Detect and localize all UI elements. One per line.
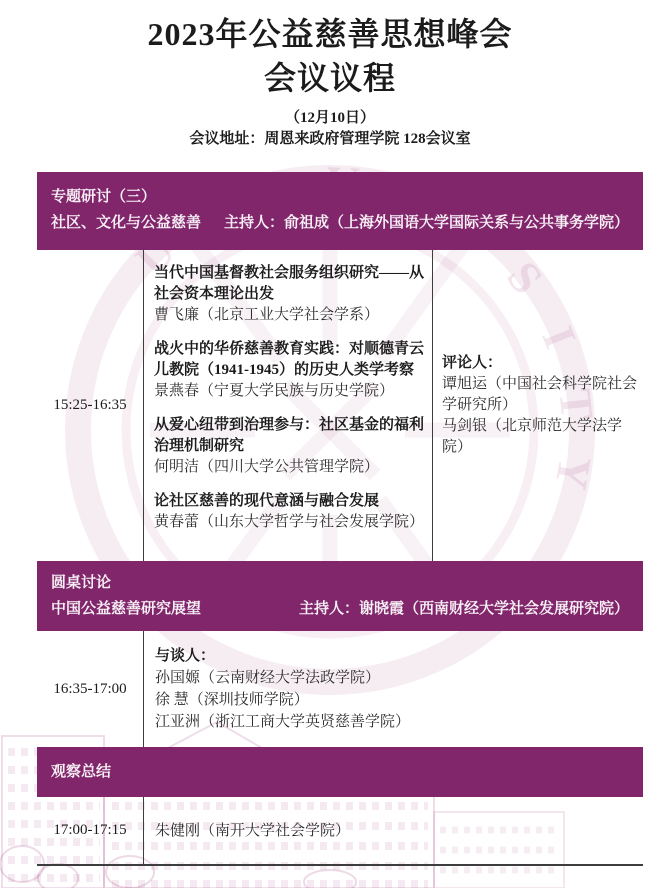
document-header <box>0 0 660 149</box>
session2-banner <box>37 561 643 631</box>
session2-panelists <box>143 631 643 747</box>
panelist-name: 江亚洲（浙江工商大学英贤慈善学院） <box>155 714 411 730</box>
session3-time: 17:00-17:15 <box>53 822 127 838</box>
session2-row <box>37 631 643 747</box>
session2-banner-host: 主持人：谢晓霞（西南财经大学社会发展研究院） <box>298 601 629 617</box>
session2-banner-title: 圆桌讨论 <box>51 575 112 591</box>
commentator-label: 评论人： <box>442 355 503 371</box>
session1-commentators <box>432 250 643 561</box>
session3-row <box>37 797 643 866</box>
talk-item <box>154 491 426 533</box>
agenda-table <box>37 172 643 866</box>
session3-banner <box>37 747 643 797</box>
svg-text:Y: Y <box>545 451 602 494</box>
session3-banner-title: 观察总结 <box>51 764 112 780</box>
title-line-1: 2023年公益慈善思想峰会 <box>147 16 513 52</box>
talk-item <box>154 339 426 402</box>
session1-banner-title: 专题研讨（三） <box>51 189 157 205</box>
panelist-name: 孙国嫄（云南财经大学法政学院） <box>155 670 381 686</box>
session1-time: 15:25-16:35 <box>53 397 127 413</box>
conference-date: （12月10日） <box>284 110 375 126</box>
session1-talks <box>143 250 432 561</box>
session1-row <box>37 250 643 561</box>
svg-text:U: U <box>125 225 185 285</box>
conference-address: 会议地址：周恩来政府管理学院 128会议室 <box>189 131 471 147</box>
session1-banner <box>37 172 643 250</box>
talk-item <box>154 415 426 478</box>
talk-speaker: 曹飞廉（北京工业大学社会学系） <box>154 307 380 323</box>
panelist-name: 徐 慧（深圳技师学院） <box>155 692 309 708</box>
page-title <box>0 12 660 100</box>
talk-speaker: 景燕春（宁夏大学民族与历史学院） <box>154 383 395 399</box>
session3-speaker: 朱健刚（南开大学社会学院） <box>155 822 351 839</box>
session1-banner-subtitle: 社区、文化与公益慈善 <box>51 215 202 231</box>
talk-speaker: 何明洁（四川大学公共管理学院） <box>154 459 380 475</box>
svg-text:S: S <box>497 251 554 304</box>
talk-speaker: 黄春蕾（山东大学哲学与社会发展学院） <box>154 514 425 530</box>
title-line-2: 会议议程 <box>263 60 396 96</box>
talk-title: 战火中的华侨慈善教育实践：对顺德青云儿教院（1941-1945）的历史人类学考察 <box>154 341 425 378</box>
session1-banner-host: 主持人：俞祖成（上海外国语大学国际关系与公共事务学院） <box>223 215 629 231</box>
talk-title: 论社区慈善的现代意涵与融合发展 <box>154 493 380 509</box>
talk-title: 从爱心纽带到治理参与：社区基金的福利治理机制研究 <box>154 417 425 454</box>
panelist-label: 与谈人： <box>155 648 216 664</box>
talk-title: 当代中国基督教社会服务组织研究——从社会资本理论出发 <box>154 265 425 302</box>
talk-item <box>154 263 426 326</box>
session2-banner-subtitle: 中国公益慈善研究展望 <box>51 601 202 617</box>
session3-speaker-cell <box>143 797 643 864</box>
svg-text:I: I <box>532 319 587 356</box>
session2-time: 16:35-17:00 <box>53 680 127 697</box>
commentator-name: 谭旭运（中国社会科学院社会学研究所） <box>442 376 638 413</box>
commentator-name: 马剑银（北京师范大学法学院） <box>442 418 623 455</box>
svg-text:T: T <box>549 386 604 423</box>
